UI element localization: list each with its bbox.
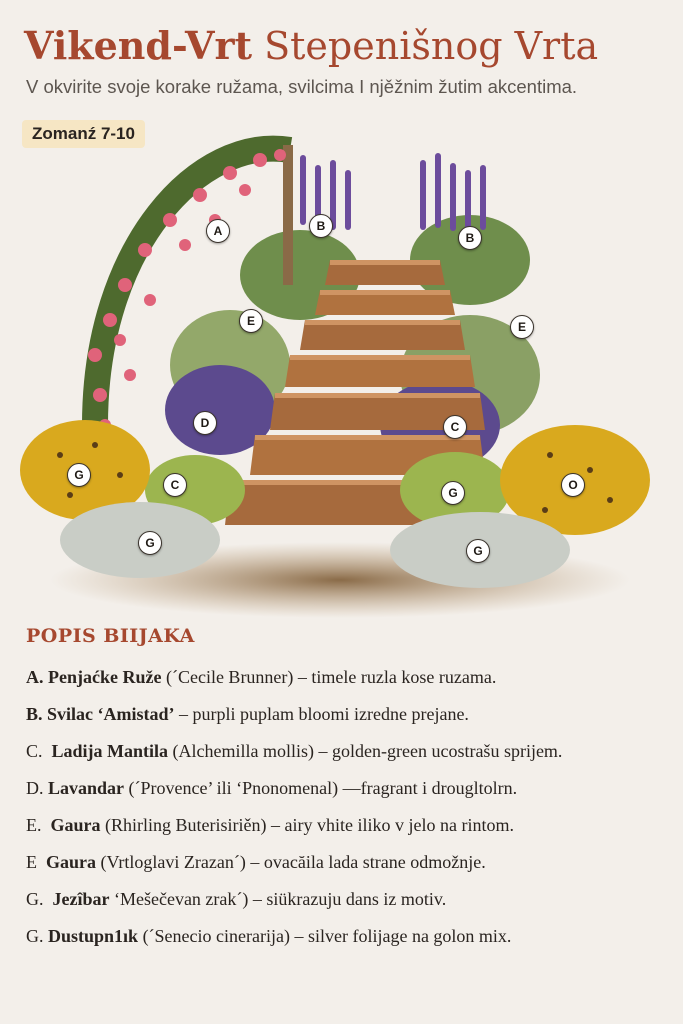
marker-b-right: B <box>458 226 482 250</box>
marker-e-left: E <box>239 309 263 333</box>
title-rest: Stepenišnog Vrta <box>264 24 599 68</box>
plant-item: C. Ladija Mantila (Alchemilla mollis) – golden-green ucostrašu sprijem. <box>26 741 563 761</box>
marker-c-left: C <box>163 473 187 497</box>
page-subtitle: V okvirite svoje korake ružama, svilcima I njěžnim žutim akcentima. <box>26 76 578 97</box>
marker-o: O <box>561 473 585 497</box>
title-bold: Vikend-Vrt <box>24 23 253 68</box>
marker-g-center: G <box>441 481 465 505</box>
marker-a: A <box>206 219 230 243</box>
marker-e-right: E <box>510 315 534 339</box>
plant-list-title: POPIS BIIJAKA <box>26 625 195 647</box>
garden-illustration <box>0 125 683 625</box>
plant-item: G. Jezîbar ‘Mešečevan zrakˊ) – siükrazuju dans iz motiv. <box>26 889 447 909</box>
marker-c-right: C <box>443 415 467 439</box>
plant-list <box>26 664 666 960</box>
plant-item: A. Penjaćke Ruže (ˊCecile Brunner) – timele ruzla kose ruzama. <box>26 667 497 687</box>
arch-post <box>283 145 293 285</box>
plant-item: G. Dustupn1ık (ˊSenecio cinerarija) – silver folijage na golon mix. <box>26 926 512 946</box>
marker-g-bottom-left: G <box>138 531 162 555</box>
plant-item: D. Lavandar (ˊProvence’ ili ‘Pnonomenal) —fragrant i drougltolrn. <box>26 778 518 798</box>
plant-item: B. Svilac ‘Amistad’ – purpli puplam bloomi izredne prejane. <box>26 704 469 724</box>
plant-item: E Gaura (Vrtloglavi Zrazanˊ) – ovacăila lada strane odmožnje. <box>26 852 486 872</box>
page-title <box>24 22 664 70</box>
marker-d: D <box>193 411 217 435</box>
marker-g-bottom-right: G <box>466 539 490 563</box>
plant-item: E. Gaura (Rhirling Buterisiriěn) – airy vhite iliko v jelo na rintom. <box>26 815 514 835</box>
zone-badge: Zomanź 7-10 <box>22 120 145 148</box>
marker-g-left: G <box>67 463 91 487</box>
garden-drawing <box>0 125 683 625</box>
marker-b-left: B <box>309 214 333 238</box>
